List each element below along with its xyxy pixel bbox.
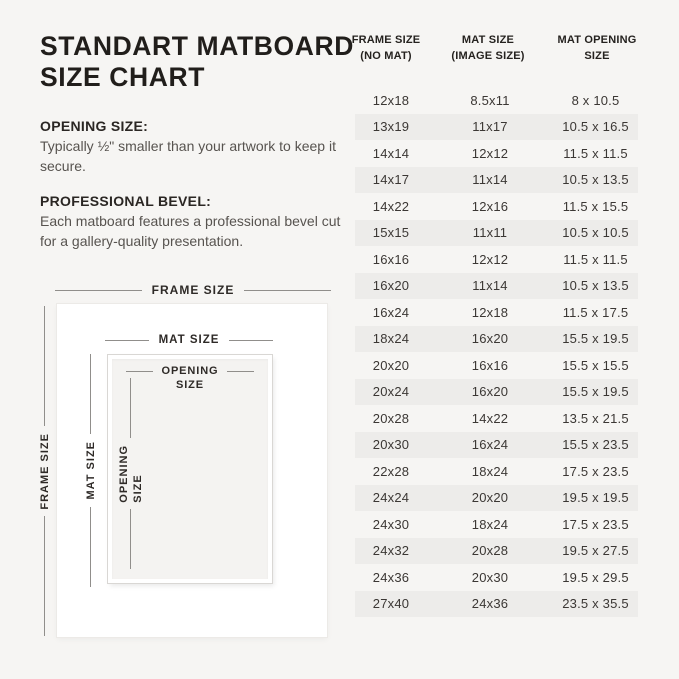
opening-size-body: Typically ½" smaller than your artwork to keep it secure. [40,138,336,174]
table-cell: 20x28 [471,543,509,559]
table-cell: 8 x 10.5 [571,92,620,108]
table-cell: 12x18 [471,304,509,320]
table-cell: 20x20 [372,357,410,373]
table-row [355,193,638,220]
table-cell: 24x36 [372,569,410,585]
column-header-mat-opening [558,33,637,64]
table-cell: 11x11 [472,225,508,241]
dimension-line [90,507,91,587]
table-row [355,273,638,300]
table-cell: 15.5 x 19.5 [562,331,629,347]
size-table-body [355,87,638,617]
table-cell: 19.5 x 27.5 [562,543,629,559]
table-row [355,458,638,485]
opening-size-label-line1: OPENING [161,365,219,377]
column-header-line2: (NO MAT) [360,49,412,62]
table-cell: 18x24 [471,516,509,532]
table-cell: 10.5 x 13.5 [562,172,629,188]
mat-size-vertical-label: MAT SIZE [84,441,97,500]
table-cell: 15.5 x 15.5 [562,357,629,373]
page-title-line2: SIZE CHART [40,62,205,92]
column-header-line1: MAT SIZE [461,34,515,46]
table-cell: 12x12 [471,145,509,161]
column-header-mat-size [451,33,524,64]
table-cell: 20x28 [372,410,410,426]
table-row [355,299,638,326]
table-cell: 16x20 [471,331,509,347]
table-cell: 14x14 [372,145,410,161]
table-cell: 10.5 x 13.5 [562,278,629,294]
table-cell: 16x24 [471,437,509,453]
table-cell: 15.5 x 23.5 [562,437,629,453]
table-cell: 15.5 x 19.5 [562,384,629,400]
mat-size-dimension-horizontal [105,333,273,347]
table-cell: 16x16 [471,357,509,373]
table-row [355,140,638,167]
table-cell: 16x24 [372,304,410,320]
dimension-line [90,354,91,434]
table-cell: 24x30 [372,516,410,532]
dimension-line [126,371,153,372]
dimension-line [44,306,45,426]
table-cell: 27x40 [372,596,410,612]
frame-size-label: FRAME SIZE [151,283,235,297]
table-cell: 20x30 [471,569,509,585]
table-cell: 11x17 [472,119,508,135]
table-cell: 15x15 [372,225,410,241]
table-row [355,379,638,406]
description-copy [40,118,358,268]
opening-vertical-label-line2: SIZE [131,473,144,503]
opening-size-label-line2: SIZE [175,379,205,391]
mat-size-dimension-vertical [84,354,97,587]
professional-bevel-body: Each matboard features a professional bevel cut for a gallery-quality presentation. [40,213,341,249]
dimension-line [130,378,131,438]
table-row [355,538,638,565]
frame-size-dimension-horizontal [55,283,331,297]
table-cell: 19.5 x 29.5 [562,569,629,585]
table-cell: 18x24 [471,463,509,479]
opening-size-vertical-label [117,445,145,503]
page-title-line1: STANDART MATBOARD [40,31,354,61]
table-cell: 8.5x11 [470,92,510,108]
frame-size-dimension-vertical [38,306,51,636]
table-cell: 24x32 [372,543,410,559]
table-cell: 12x16 [471,198,509,214]
dimension-line [44,516,45,636]
opening-size-dimension-row [126,365,254,377]
table-row [355,511,638,538]
dimension-line [227,371,254,372]
table-row [355,432,638,459]
table-row [355,564,638,591]
table-cell: 16x20 [372,278,410,294]
table-cell: 16x20 [471,384,509,400]
table-cell: 13x19 [372,119,410,135]
table-cell: 11.5 x 11.5 [563,251,628,267]
table-row [355,591,638,618]
column-header-line1: FRAME SIZE [351,34,421,46]
opening-size-heading: OPENING SIZE: [40,118,149,134]
table-cell: 17.5 x 23.5 [562,463,629,479]
table-cell: 14x17 [372,172,410,188]
table-row [355,352,638,379]
table-cell: 20x24 [372,384,410,400]
frame-size-vertical-label: FRAME SIZE [38,432,51,510]
table-cell: 11x14 [472,278,508,294]
dimension-line [105,340,149,341]
page-title [40,31,354,93]
table-row [355,246,638,273]
table-cell: 17.5 x 23.5 [562,516,629,532]
table-row [355,87,638,114]
table-row [355,114,638,141]
table-cell: 10.5 x 10.5 [562,225,629,241]
table-cell: 19.5 x 19.5 [562,490,629,506]
table-cell: 24x24 [372,490,410,506]
opening-size-dimension-vertical [117,378,144,569]
table-cell: 11.5 x 17.5 [562,304,629,320]
table-cell: 12x18 [372,92,410,108]
column-header-line2: (IMAGE SIZE) [451,49,525,62]
table-cell: 10.5 x 16.5 [562,119,629,135]
column-header-line1: MAT OPENING [557,34,637,46]
table-cell: 20x20 [471,490,509,506]
table-row [355,485,638,512]
table-cell: 18x24 [372,331,410,347]
table-cell: 23.5 x 35.5 [562,596,629,612]
table-cell: 24x36 [471,596,509,612]
column-header-frame-size [352,33,421,64]
table-cell: 20x30 [372,437,410,453]
professional-bevel-section [40,193,358,251]
opening-size-dimension-horizontal [126,365,254,391]
table-cell: 14x22 [372,198,410,214]
table-row [355,405,638,432]
column-header-line2: SIZE [584,49,610,62]
dimension-line [244,290,331,291]
table-cell: 11.5 x 15.5 [562,198,629,214]
dimension-line [55,290,142,291]
mat-size-label: MAT SIZE [158,334,220,346]
opening-vertical-label-line1: OPENING [117,444,130,503]
opening-size-section [40,118,358,176]
table-cell: 22x28 [372,463,410,479]
table-cell: 11.5 x 11.5 [563,145,628,161]
table-row [355,326,638,353]
table-row [355,220,638,247]
table-cell: 14x22 [471,410,509,426]
dimension-line [130,509,131,569]
professional-bevel-heading: PROFESSIONAL BEVEL: [40,193,212,209]
table-cell: 13.5 x 21.5 [562,410,629,426]
table-row [355,167,638,194]
table-cell: 11x14 [472,172,508,188]
dimension-line [229,340,273,341]
table-cell: 16x16 [372,251,410,267]
table-cell: 12x12 [471,251,509,267]
